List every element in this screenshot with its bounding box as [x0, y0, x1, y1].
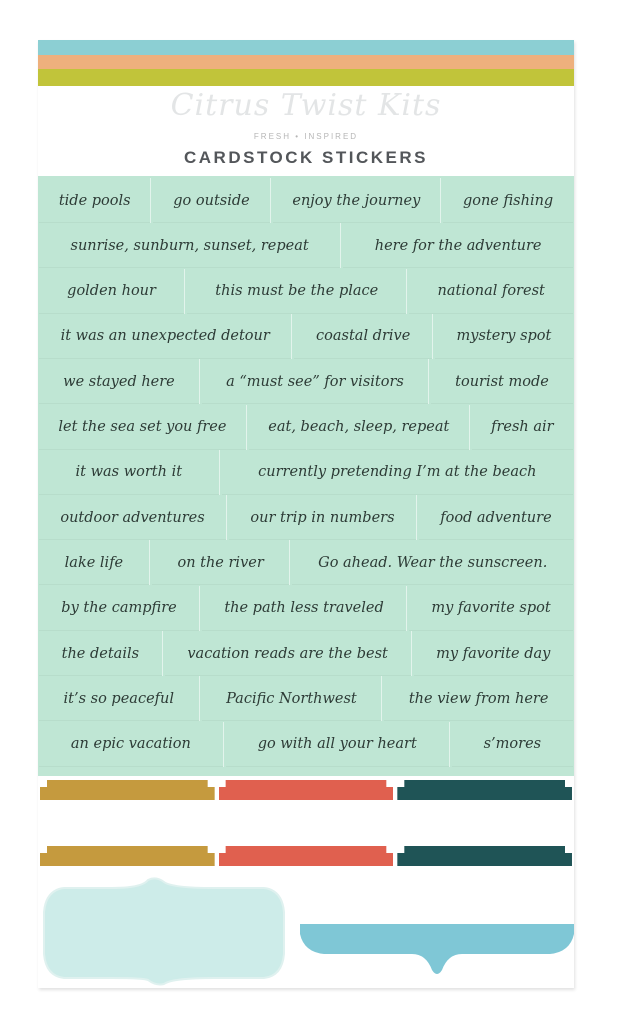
- phrase-sticker[interactable]: outdoor adventures: [39, 495, 227, 540]
- header-stripe-green: [38, 69, 574, 86]
- sticker-row: [38, 676, 574, 721]
- phrase-sticker[interactable]: national forest: [409, 269, 573, 314]
- phrase-sticker[interactable]: the details: [39, 631, 163, 676]
- tab-sticker: [40, 846, 215, 866]
- phrase-sticker[interactable]: on the river: [152, 540, 291, 585]
- sticker-row: [38, 540, 574, 585]
- tab-sticker: [397, 846, 572, 866]
- sticker-row: [38, 450, 574, 495]
- label-sticker-mint: [42, 876, 286, 986]
- phrase-sticker[interactable]: Go ahead. Wear the sunscreen.: [292, 540, 573, 585]
- phrase-sticker[interactable]: eat, beach, sleep, repeat: [249, 405, 470, 450]
- sticker-row: [38, 223, 574, 268]
- sticker-row: [38, 269, 574, 314]
- phrase-sticker[interactable]: it was worth it: [39, 450, 220, 495]
- phrase-sticker[interactable]: sunrise, sunburn, sunset, repeat: [39, 223, 341, 268]
- product-subtitle: CARDSTOCK STICKERS: [184, 148, 428, 167]
- phrase-sticker[interactable]: fresh air: [472, 405, 573, 450]
- phrase-sticker[interactable]: food adventure: [419, 495, 573, 540]
- tab-sticker: [219, 780, 394, 800]
- brand-logo-text: Citrus Twist Kits: [170, 88, 442, 123]
- phrase-sticker[interactable]: it’s so peaceful: [39, 676, 200, 721]
- phrase-sticker[interactable]: here for the adventure: [343, 223, 573, 268]
- phrase-sticker[interactable]: coastal drive: [294, 314, 433, 359]
- phrase-sticker-sheet: [38, 176, 574, 776]
- header-stripe-orange: [38, 55, 574, 69]
- tab-sticker: [397, 780, 572, 800]
- phrase-sticker[interactable]: go with all your heart: [226, 722, 450, 767]
- phrase-sticker[interactable]: let the sea set you free: [39, 405, 247, 450]
- sticker-row: [38, 405, 574, 450]
- tab-sticker: [40, 780, 215, 800]
- phrase-sticker[interactable]: my favorite day: [414, 631, 573, 676]
- phrase-sticker[interactable]: tourist mode: [431, 359, 573, 404]
- phrase-sticker[interactable]: lake life: [39, 540, 150, 585]
- phrase-sticker[interactable]: my favorite spot: [409, 586, 573, 631]
- phrase-sticker[interactable]: golden hour: [39, 269, 185, 314]
- sticker-row: [38, 178, 574, 223]
- faint-alphabet-stickers: [290, 878, 572, 922]
- phrase-sticker[interactable]: this must be the place: [187, 269, 407, 314]
- label-sticker-blue: [300, 924, 574, 978]
- phrase-sticker[interactable]: the path less traveled: [202, 586, 407, 631]
- phrase-sticker[interactable]: a “must see” for visitors: [202, 359, 429, 404]
- phrase-sticker[interactable]: Pacific Northwest: [202, 676, 383, 721]
- sticker-row: [38, 722, 574, 767]
- phrase-sticker[interactable]: go outside: [153, 178, 270, 223]
- tab-sticker: [219, 846, 394, 866]
- phrase-sticker[interactable]: the view from here: [384, 676, 573, 721]
- phrase-sticker[interactable]: an epic vacation: [39, 722, 224, 767]
- tab-strip-top: [38, 780, 574, 800]
- sticker-row: [38, 495, 574, 540]
- header-stripe-blue: [38, 40, 574, 55]
- phrase-sticker[interactable]: tide pools: [39, 178, 151, 223]
- sticker-row: [38, 586, 574, 631]
- tab-strip-bottom: [38, 846, 574, 866]
- phrase-sticker[interactable]: gone fishing: [443, 178, 573, 223]
- phrase-sticker[interactable]: vacation reads are the best: [165, 631, 412, 676]
- phrase-sticker[interactable]: it was an unexpected detour: [39, 314, 292, 359]
- phrase-sticker[interactable]: we stayed here: [39, 359, 200, 404]
- phrase-sticker[interactable]: currently pretending I’m at the beach: [222, 450, 573, 495]
- sticker-row: [38, 314, 574, 359]
- phrase-sticker[interactable]: s’mores: [452, 722, 573, 767]
- sticker-row: [38, 359, 574, 404]
- sticker-row: [38, 631, 574, 676]
- phrase-sticker[interactable]: by the campfire: [39, 586, 200, 631]
- brand-tagline: FRESH • INSPIRED: [253, 132, 359, 141]
- phrase-sticker[interactable]: mystery spot: [435, 314, 573, 359]
- phrase-sticker[interactable]: enjoy the journey: [273, 178, 442, 223]
- phrase-sticker[interactable]: our trip in numbers: [229, 495, 417, 540]
